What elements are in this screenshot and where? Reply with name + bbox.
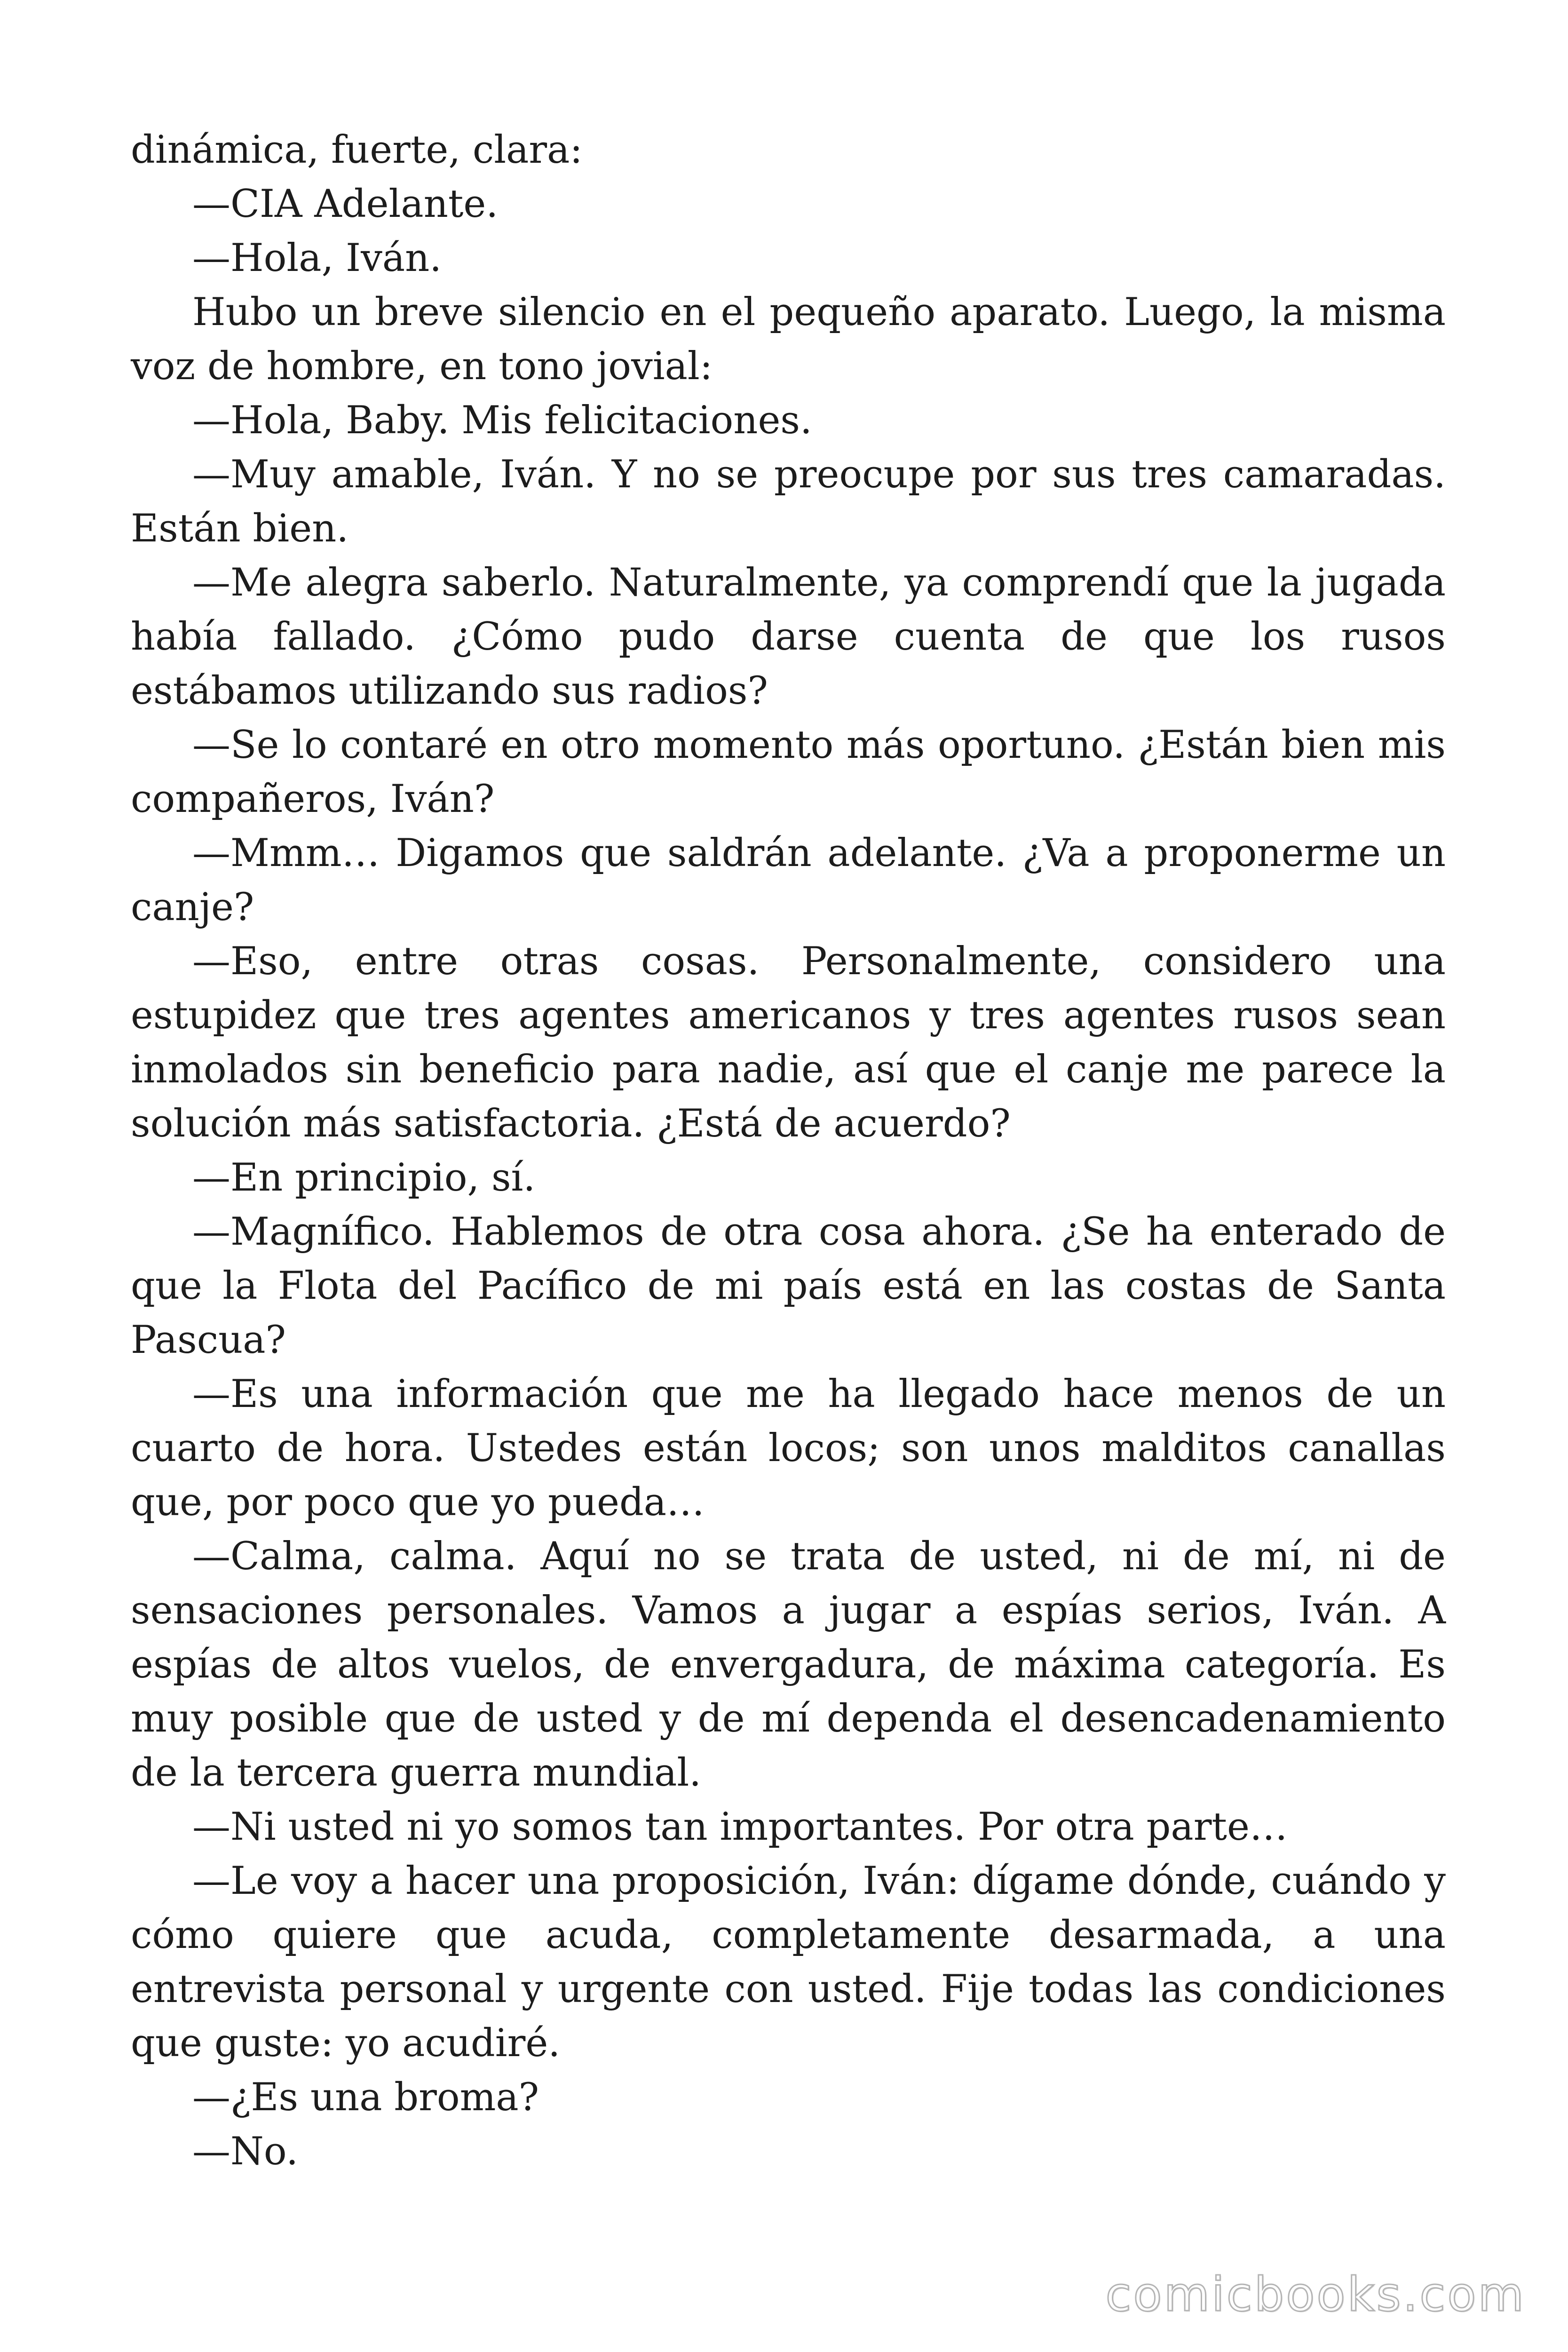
paragraph: —Eso, entre otras cosas. Personalmente, considero una estupidez que tres agentes americanos y tres agentes rusos sean inmolados sin beneficio para nadie, así que el canje me parece la solución más satisfactoria. ¿Está de acuerdo? bbox=[131, 939, 1446, 1146]
paragraph: —En principio, sí. bbox=[192, 1156, 536, 1200]
paragraph: —Muy amable, Iván. Y no se preocupe por sus tres camaradas. Están bien. bbox=[131, 453, 1446, 551]
paragraph: —Se lo contaré en otro momento más oportuno. ¿Están bien mis compañeros, Iván? bbox=[131, 723, 1446, 821]
paragraph: —Hola, Iván. bbox=[192, 236, 442, 280]
watermark-logo: comicbooks.com bbox=[1105, 2267, 1526, 2322]
paragraph: —No. bbox=[192, 2130, 298, 2174]
paragraph: —Magnífico. Hablemos de otra cosa ahora. ¿Se ha enterado de que la Flota del Pacífico de mi país está en las costas de Santa Pascua? bbox=[131, 1210, 1446, 1362]
page-body-text bbox=[131, 123, 1446, 2179]
paragraph: —Me alegra saberlo. Naturalmente, ya comprendí que la jugada había fallado. ¿Cómo pudo darse cuenta de que los rusos estábamos utilizando sus radios? bbox=[131, 561, 1446, 713]
paragraph: —Hola, Baby. Mis felicitaciones. bbox=[192, 398, 812, 443]
paragraph: —Es una información que me ha llegado hace menos de un cuarto de hora. Ustedes están locos; son unos malditos canallas que, por poco que yo pueda… bbox=[131, 1372, 1446, 1525]
paragraph: dinámica, fuerte, clara: bbox=[131, 128, 583, 172]
paragraph: —Le voy a hacer una proposición, Iván: dígame dónde, cuándo y cómo quiere que acuda, completamente desarmada, a una entrevista personal y urgente con usted. Fije todas las condiciones que guste: yo acudiré. bbox=[131, 1859, 1446, 2066]
paragraph: —Calma, calma. Aquí no se trata de usted, ni de mí, ni de sensaciones personales. Vamos a jugar a espías serios, Iván. A espías de altos vuelos, de envergadura, de máxima categoría. Es muy posible que de usted y de mí dependa el desencadenamiento de la tercera guerra mundial. bbox=[131, 1534, 1446, 1795]
paragraph: Hubo un breve silencio en el pequeño aparato. Luego, la misma voz de hombre, en tono jovial: bbox=[131, 290, 1446, 389]
paragraph: —¿Es una broma? bbox=[192, 2075, 539, 2120]
paragraph: —CIA Adelante. bbox=[192, 182, 499, 226]
paragraph: —Mmm… Digamos que saldrán adelante. ¿Va a proponerme un canje? bbox=[131, 831, 1446, 930]
paragraph: —Ni usted ni yo somos tan importantes. Por otra parte… bbox=[192, 1805, 1288, 1849]
